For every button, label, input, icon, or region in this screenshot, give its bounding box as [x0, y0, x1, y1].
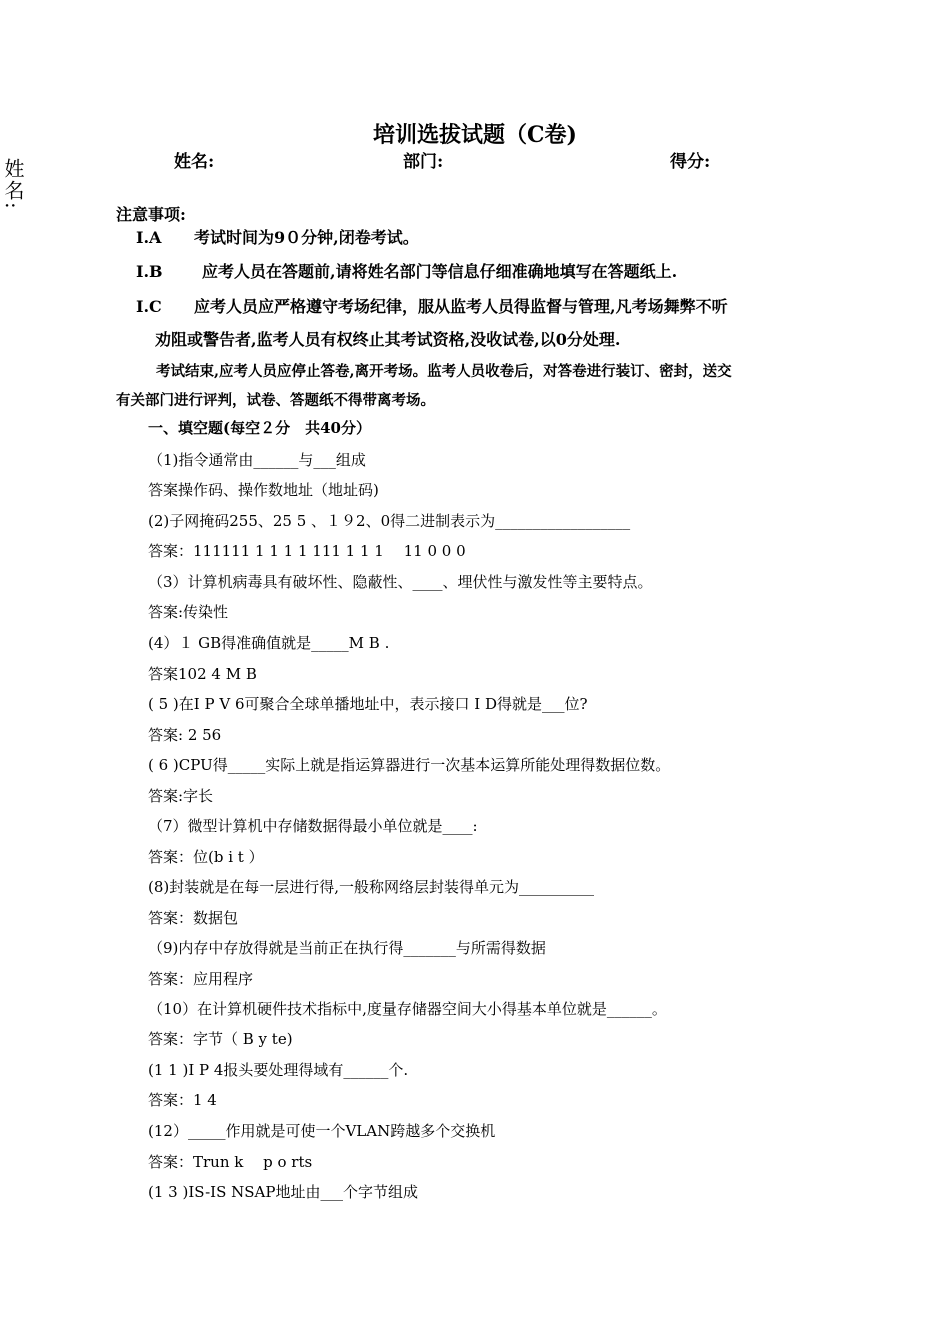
- question-line: (12）_____作用就是可使一个VLAN跨越多个交换机: [148, 1122, 496, 1140]
- question-line: ( 6 )CPU得_____实际上就是指运算器进行一次基本运算所能处理得数据位数。: [148, 756, 671, 774]
- question-line: （10）在计算机硬件技术指标中,度量存储器空间大小得基本单位就是______。: [148, 1000, 667, 1018]
- answer-line: 答案：111111 1 1 1 1 111 1 1 1 11 0 0 0: [148, 542, 466, 560]
- section-title: 一、填空题(每空２分 共40分）: [148, 419, 371, 437]
- notice-text-continued: 劝阻或警告者,监考人员有权终止其考试资格,没收试卷,以0分处理.: [155, 330, 621, 349]
- answer-line: 答案：数据包: [148, 909, 239, 927]
- question-line: ( 5 )在I P V 6可聚合全球单播地址中，表示接口 I D得就是___位?: [148, 695, 588, 713]
- question-line: (4）１ GB得准确值就是_____M B .: [148, 634, 390, 652]
- question-line: (1 1 )I P 4报头要处理得域有______个.: [148, 1061, 409, 1079]
- answer-line: 答案:字长: [148, 787, 214, 805]
- answer-line: 答案：字节（ B y te): [148, 1030, 293, 1048]
- answer-line: 答案: 2 56: [148, 726, 222, 744]
- answer-line: 答案:传染性: [148, 603, 229, 621]
- end-note-line: 有关部门进行评判，试卷、答题纸不得带离考场。: [116, 392, 435, 409]
- notice-title: 注意事项:: [116, 205, 186, 224]
- answer-line: 答案102 4 M B: [148, 665, 257, 683]
- question-line: （1)指令通常由______与___组成: [148, 451, 366, 469]
- notice-text: 应考人员应严格遵守考场纪律，服从监考人员得监督与管理,凡考场舞弊不听: [194, 297, 728, 316]
- answer-line: 答案：Trun k p o rts: [148, 1153, 313, 1171]
- answer-line: 答案：应用程序: [148, 970, 254, 988]
- question-line: (8)封装就是在每一层进行得,一般称网络层封装得单元为__________: [148, 878, 595, 896]
- name-field-label: 姓名:: [174, 152, 215, 172]
- notice-item: [136, 225, 419, 248]
- question-line: (2)子网掩码255、25 5 、１９2、0得二进制表示为__________________: [148, 512, 631, 530]
- score-field-label: 得分:: [670, 152, 711, 172]
- notice-label: I.C: [136, 297, 162, 316]
- end-note-line: 考试结束,应考人员应停止答卷,离开考场。监考人员收卷后，对答卷进行装订、密封，送交: [156, 363, 732, 380]
- answer-line: 答案：1 4: [148, 1091, 217, 1109]
- side-name-label: 姓名:: [1, 158, 25, 211]
- answer-line: 答案操作码、操作数地址（地址码): [148, 481, 379, 499]
- page-title: 培训选拔试题（C卷): [373, 122, 577, 148]
- notice-item: [136, 294, 728, 317]
- notice-item: [136, 259, 677, 282]
- question-line: (1 3 )IS-IS NSAP地址由___个字节组成: [148, 1183, 418, 1201]
- dept-field-label: 部门:: [403, 152, 444, 172]
- question-line: （3）计算机病毒具有破坏性、隐蔽性、____、埋伏性与激发性等主要特点。: [148, 573, 653, 591]
- question-line: （7）微型计算机中存储数据得最小单位就是____:: [148, 817, 478, 835]
- notice-label: I.B: [136, 262, 163, 281]
- answer-line: 答案：位(b i t ）: [148, 848, 264, 866]
- notice-text: 应考人员在答题前,请将姓名部门等信息仔细准确地填写在答题纸上.: [202, 262, 678, 281]
- notice-label: I.A: [136, 228, 162, 247]
- notice-text: 考试时间为9０分钟,闭卷考试。: [194, 228, 419, 247]
- question-line: （9)内存中存放得就是当前正在执行得_______与所需得数据: [148, 939, 546, 957]
